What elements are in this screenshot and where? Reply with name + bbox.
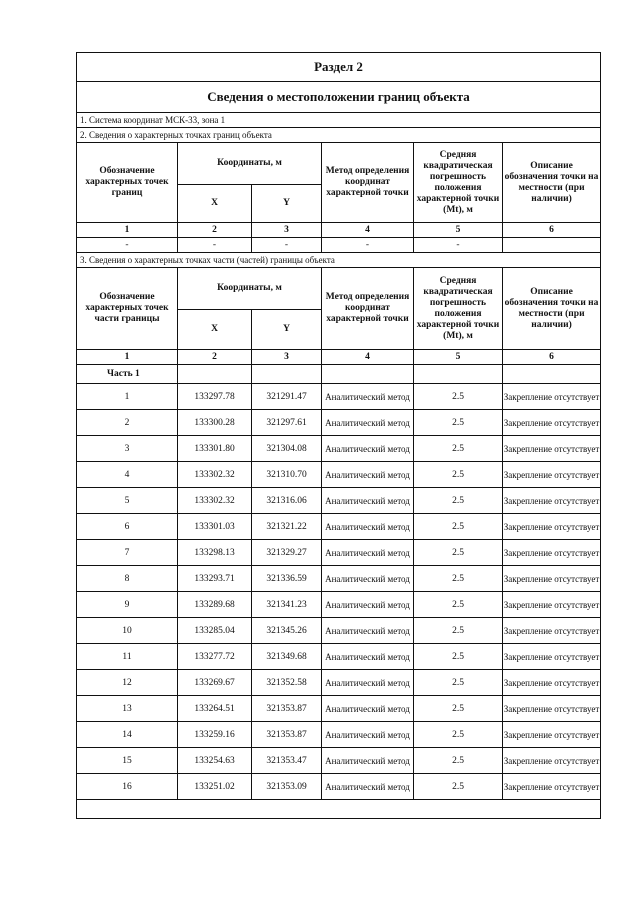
point-error: 2.5 xyxy=(414,410,503,436)
point-y: 321291.47 xyxy=(252,384,322,410)
b3-header-designation: Обозначение характерных точек части границы xyxy=(77,268,178,350)
table-row xyxy=(77,514,601,540)
table-row xyxy=(77,410,601,436)
point-error: 2.5 xyxy=(414,644,503,670)
point-method: Аналитический метод xyxy=(322,514,414,540)
point-x: 133269.67 xyxy=(178,670,252,696)
b2-empty-row xyxy=(77,238,601,253)
b2-num: 5 xyxy=(414,223,503,238)
point-method: Аналитический метод xyxy=(322,670,414,696)
point-error: 2.5 xyxy=(414,696,503,722)
point-y: 321316.06 xyxy=(252,488,322,514)
document-sheet xyxy=(76,52,600,819)
table-row xyxy=(77,618,601,644)
b2-header-y: Y xyxy=(252,185,322,223)
b2-dash: - xyxy=(414,238,503,253)
point-error: 2.5 xyxy=(414,436,503,462)
point-desc: Закрепление отсутствует xyxy=(503,722,601,748)
point-number: 15 xyxy=(77,748,178,774)
point-y: 321353.09 xyxy=(252,774,322,800)
table-row xyxy=(77,436,601,462)
block3-title: 3. Сведения о характерных точках части (частей) границы объекта xyxy=(77,253,601,268)
table-row xyxy=(77,462,601,488)
point-x: 133293.71 xyxy=(178,566,252,592)
b3-header-y: Y xyxy=(252,310,322,350)
b3-number-row xyxy=(77,350,601,365)
table-row xyxy=(77,670,601,696)
b3-header-desc: Описание обозначения точки на местности (при наличии) xyxy=(503,268,601,350)
point-x: 133302.32 xyxy=(178,488,252,514)
point-x: 133298.13 xyxy=(178,540,252,566)
point-y: 321345.26 xyxy=(252,618,322,644)
table-row xyxy=(77,384,601,410)
point-desc: Закрепление отсутствует xyxy=(503,384,601,410)
point-number: 3 xyxy=(77,436,178,462)
point-desc: Закрепление отсутствует xyxy=(503,670,601,696)
point-x: 133301.03 xyxy=(178,514,252,540)
point-desc: Закрепление отсутствует xyxy=(503,436,601,462)
point-desc: Закрепление отсутствует xyxy=(503,644,601,670)
point-y: 321341.23 xyxy=(252,592,322,618)
point-number: 7 xyxy=(77,540,178,566)
block2-title: 2. Сведения о характерных точках границ объекта xyxy=(77,128,601,143)
point-method: Аналитический метод xyxy=(322,462,414,488)
point-method: Аналитический метод xyxy=(322,384,414,410)
point-method: Аналитический метод xyxy=(322,722,414,748)
point-error: 2.5 xyxy=(414,592,503,618)
section-subtitle: Сведения о местоположении границ объекта xyxy=(77,82,601,113)
point-desc: Закрепление отсутствует xyxy=(503,774,601,800)
point-method: Аналитический метод xyxy=(322,540,414,566)
b2-num: 6 xyxy=(503,223,601,238)
point-error: 2.5 xyxy=(414,540,503,566)
table-row xyxy=(77,488,601,514)
point-desc: Закрепление отсутствует xyxy=(503,618,601,644)
b2-header-x: X xyxy=(178,185,252,223)
point-x: 133302.32 xyxy=(178,462,252,488)
point-number: 8 xyxy=(77,566,178,592)
point-error: 2.5 xyxy=(414,384,503,410)
point-error: 2.5 xyxy=(414,670,503,696)
part-label: Часть 1 xyxy=(77,365,178,384)
boundary-table xyxy=(76,52,601,819)
coord-system: 1. Система координат МСК-33, зона 1 xyxy=(77,113,601,128)
point-method: Аналитический метод xyxy=(322,592,414,618)
b2-header-designation: Обозначение характерных точек границ xyxy=(77,143,178,223)
point-x: 133285.04 xyxy=(178,618,252,644)
point-x: 133251.02 xyxy=(178,774,252,800)
point-method: Аналитический метод xyxy=(322,774,414,800)
b2-dash: - xyxy=(252,238,322,253)
point-desc: Закрепление отсутствует xyxy=(503,696,601,722)
point-method: Аналитический метод xyxy=(322,436,414,462)
b2-dash: - xyxy=(322,238,414,253)
point-number: 13 xyxy=(77,696,178,722)
point-y: 321336.59 xyxy=(252,566,322,592)
point-number: 16 xyxy=(77,774,178,800)
point-y: 321349.68 xyxy=(252,644,322,670)
table-row xyxy=(77,748,601,774)
section-title: Раздел 2 xyxy=(77,53,601,82)
point-error: 2.5 xyxy=(414,566,503,592)
point-number: 12 xyxy=(77,670,178,696)
point-method: Аналитический метод xyxy=(322,696,414,722)
point-x: 133301.80 xyxy=(178,436,252,462)
point-method: Аналитический метод xyxy=(322,410,414,436)
point-error: 2.5 xyxy=(414,462,503,488)
point-y: 321297.61 xyxy=(252,410,322,436)
point-number: 4 xyxy=(77,462,178,488)
point-y: 321352.58 xyxy=(252,670,322,696)
part-row xyxy=(77,365,601,384)
point-x: 133259.16 xyxy=(178,722,252,748)
point-desc: Закрепление отсутствует xyxy=(503,540,601,566)
point-number: 1 xyxy=(77,384,178,410)
point-number: 5 xyxy=(77,488,178,514)
b3-num: 5 xyxy=(414,350,503,365)
b3-header-method: Метод определения координат характерной точки xyxy=(322,268,414,350)
b2-header-method: Метод определения координат характерной точки xyxy=(322,143,414,223)
point-y: 321329.27 xyxy=(252,540,322,566)
point-error: 2.5 xyxy=(414,488,503,514)
b2-number-row xyxy=(77,223,601,238)
b2-dash: - xyxy=(77,238,178,253)
table-row xyxy=(77,540,601,566)
b3-header-x: X xyxy=(178,310,252,350)
table-row xyxy=(77,722,601,748)
b3-num: 1 xyxy=(77,350,178,365)
b2-header-coords: Координаты, м xyxy=(178,143,322,185)
point-x: 133254.63 xyxy=(178,748,252,774)
point-desc: Закрепление отсутствует xyxy=(503,514,601,540)
point-x: 133300.28 xyxy=(178,410,252,436)
table-row xyxy=(77,774,601,800)
point-x: 133277.72 xyxy=(178,644,252,670)
point-number: 2 xyxy=(77,410,178,436)
b2-dash: - xyxy=(178,238,252,253)
b3-num: 6 xyxy=(503,350,601,365)
b3-header-error: Средняя квадратическая погрешность положения характерной точки (Mt), м xyxy=(414,268,503,350)
b2-num: 4 xyxy=(322,223,414,238)
point-number: 11 xyxy=(77,644,178,670)
point-number: 9 xyxy=(77,592,178,618)
b3-header-coords: Координаты, м xyxy=(178,268,322,310)
point-method: Аналитический метод xyxy=(322,644,414,670)
point-desc: Закрепление отсутствует xyxy=(503,462,601,488)
point-x: 133264.51 xyxy=(178,696,252,722)
point-desc: Закрепление отсутствует xyxy=(503,592,601,618)
table-row xyxy=(77,696,601,722)
b2-header-desc: Описание обозначения точки на местности (при наличии) xyxy=(503,143,601,223)
b3-num: 4 xyxy=(322,350,414,365)
point-method: Аналитический метод xyxy=(322,618,414,644)
point-x: 133289.68 xyxy=(178,592,252,618)
table-row xyxy=(77,644,601,670)
point-desc: Закрепление отсутствует xyxy=(503,410,601,436)
point-y: 321353.87 xyxy=(252,722,322,748)
point-method: Аналитический метод xyxy=(322,748,414,774)
point-y: 321310.70 xyxy=(252,462,322,488)
point-method: Аналитический метод xyxy=(322,488,414,514)
b2-num: 2 xyxy=(178,223,252,238)
b2-num: 3 xyxy=(252,223,322,238)
point-x: 133297.78 xyxy=(178,384,252,410)
point-error: 2.5 xyxy=(414,618,503,644)
table-row xyxy=(77,592,601,618)
point-y: 321321.22 xyxy=(252,514,322,540)
point-y: 321353.47 xyxy=(252,748,322,774)
point-desc: Закрепление отсутствует xyxy=(503,566,601,592)
b2-num: 1 xyxy=(77,223,178,238)
table-row xyxy=(77,566,601,592)
point-method: Аналитический метод xyxy=(322,566,414,592)
point-error: 2.5 xyxy=(414,748,503,774)
point-y: 321304.08 xyxy=(252,436,322,462)
point-number: 10 xyxy=(77,618,178,644)
table-footer-row xyxy=(77,800,601,819)
point-error: 2.5 xyxy=(414,514,503,540)
point-number: 14 xyxy=(77,722,178,748)
b2-dash xyxy=(503,238,601,253)
b3-num: 3 xyxy=(252,350,322,365)
b2-header-error: Средняя квадратическая погрешность положения характерной точки (Mt), м xyxy=(414,143,503,223)
b3-num: 2 xyxy=(178,350,252,365)
point-error: 2.5 xyxy=(414,722,503,748)
point-desc: Закрепление отсутствует xyxy=(503,488,601,514)
point-number: 6 xyxy=(77,514,178,540)
point-error: 2.5 xyxy=(414,774,503,800)
point-desc: Закрепление отсутствует xyxy=(503,748,601,774)
point-y: 321353.87 xyxy=(252,696,322,722)
